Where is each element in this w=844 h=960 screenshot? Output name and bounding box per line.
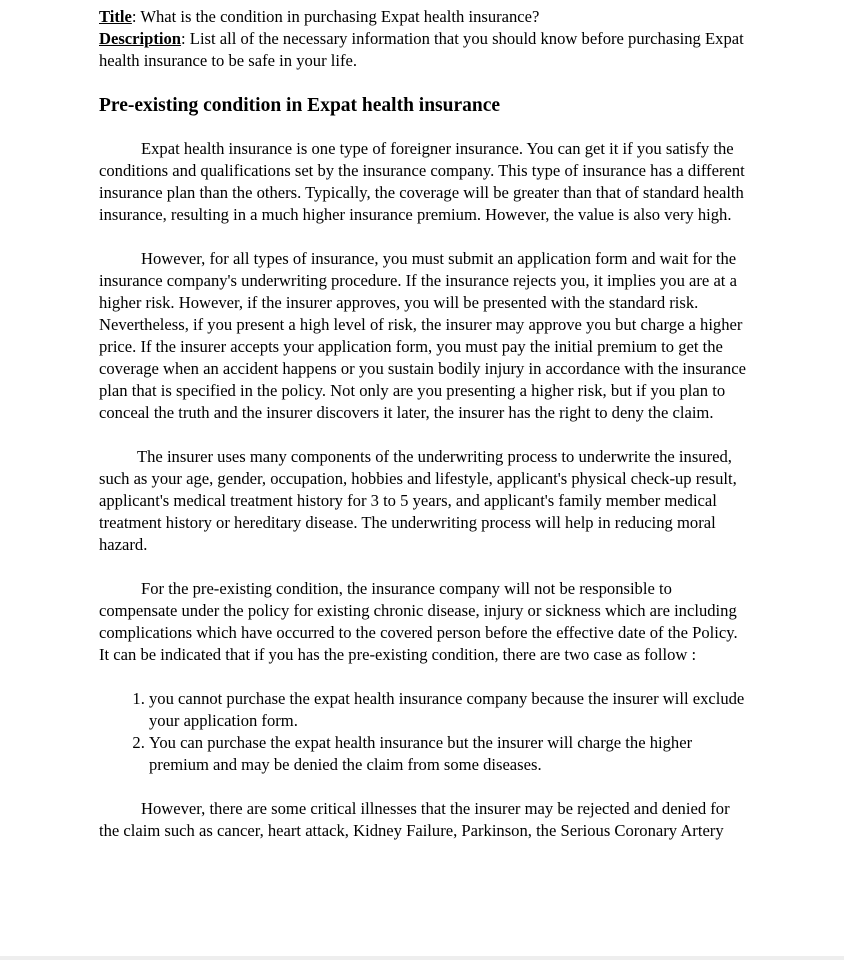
page-bottom-edge: [0, 956, 844, 960]
paragraph-intro: Expat health insurance is one type of foreigner insurance. You can get it if you satisfy the conditions and qualifications set by the insurance company. This type of insurance has a different insurance plan than the others. Typically, the coverage will be greater than that of standard health insurance, resulting in a much higher insurance premium. However, the value is also very high.: [99, 139, 745, 224]
list-item: 1. you cannot purchase the expat health insurance company because the insurer will exclude your application form.: [149, 688, 747, 732]
description-line: [99, 28, 747, 72]
document-page: [99, 6, 747, 864]
cases-list: [99, 688, 747, 776]
paragraph-underwriting-procedure: However, for all types of insurance, you must submit an application form and wait for the insurance company's underwriting procedure. If the insurance rejects you, it implies you are at a higher risk. However, if the insurer approves, you will be presented with the standard risk. Nevertheless, if you present a high level of risk, the insurer may approve you but charge a higher price. If the insurer accepts your application form, you must pay the initial premium to get the coverage when an accident happens or you sustain bodily injury in accordance with the insurance plan that is specified in the policy. Not only are you presenting a higher risk, but if you plan to conceal the truth and the insurer discovers it later, the insurer has the right to deny the claim.: [99, 249, 746, 422]
paragraph-underwriting-components: The insurer uses many components of the underwriting process to underwrite the insured, such as your age, gender, occupation, hobbies and lifestyle, applicant's physical check-up result, applicant's medical treatment history for 3 to 5 years, and applicant's family member medical treatment history or hereditary disease. The underwriting process will help in reducing moral hazard.: [99, 447, 737, 554]
title-line: [99, 6, 747, 28]
title-label: Title: [99, 7, 132, 26]
description-label: Description: [99, 29, 182, 48]
title-text: : What is the condition in purchasing Expat health insurance?: [131, 7, 540, 26]
paragraph-critical-illnesses: However, there are some critical illnesses that the insurer may be rejected and denied for the claim such as cancer, heart attack, Kidney Failure, Parkinson, the Serious Coronary Artery: [99, 799, 730, 840]
description-text: : List all of the necessary information that you should know before purchasing Expat health insurance to be safe in your life.: [99, 29, 744, 70]
list-item: 2. You can purchase the expat health insurance but the insurer will charge the higher premium and may be denied the claim from some diseases.: [149, 732, 747, 776]
section-heading: Pre-existing condition in Expat health insurance: [99, 95, 501, 116]
paragraph-pre-existing: For the pre-existing condition, the insurance company will not be responsible to compensate under the policy for existing chronic disease, injury or sickness which are including complications which have occurred to the covered person before the effective date of the Policy. It can be indicated that if you has the pre-existing condition, there are two case as follow :: [99, 579, 738, 664]
